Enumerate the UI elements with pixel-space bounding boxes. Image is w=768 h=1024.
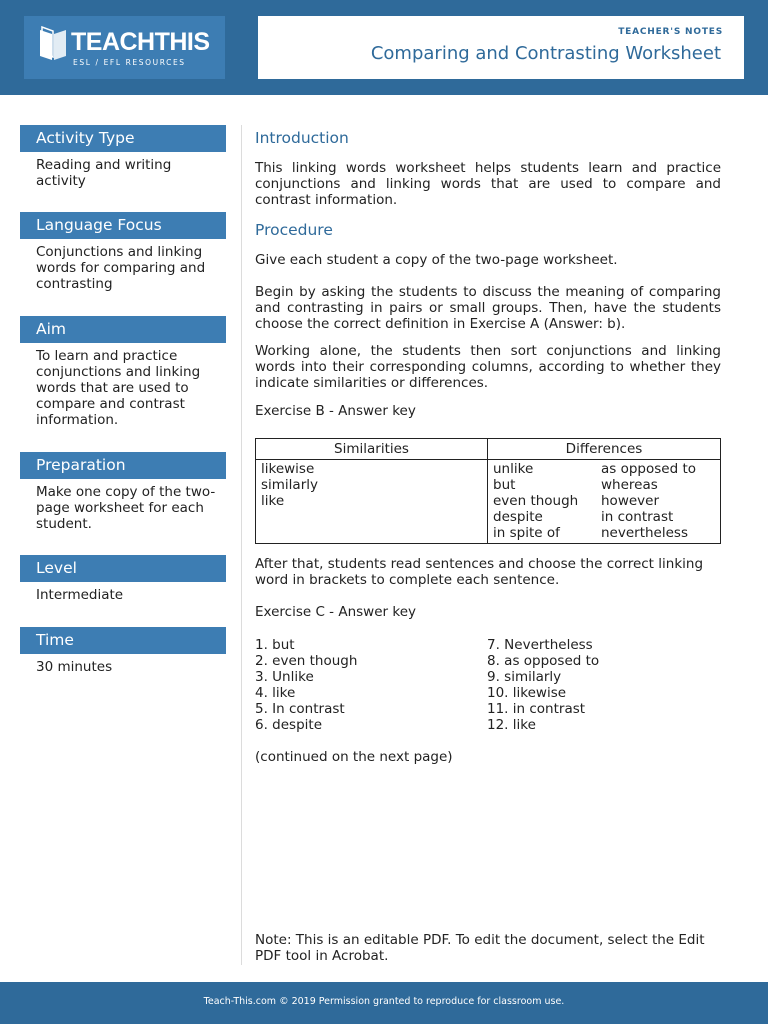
aim-heading: Aim <box>20 316 226 343</box>
answer-item: 12. like <box>487 717 536 733</box>
answers-right-column <box>487 637 599 733</box>
introduction-heading: Introduction <box>255 129 349 147</box>
answer-item: 9. similarly <box>487 669 562 685</box>
aim-value: To learn and practice conjunctions and linking words that are used to compare and contrast information. <box>36 348 201 428</box>
difference-word: despite <box>493 509 543 525</box>
answer-item: 3. Unlike <box>255 669 314 685</box>
book-logo-icon <box>36 26 70 64</box>
exercise-c-label: Exercise C - Answer key <box>255 604 416 620</box>
time-section <box>20 627 226 675</box>
teachthis-logo[interactable] <box>24 16 225 79</box>
column-divider <box>241 125 242 965</box>
page-footer <box>0 982 768 1024</box>
difference-word: even though <box>493 493 579 509</box>
differences-header: Differences <box>488 439 721 460</box>
difference-word: however <box>601 493 660 509</box>
answer-item: 8. as opposed to <box>487 653 600 669</box>
activity-type-heading: Activity Type <box>20 125 226 152</box>
similarities-cell <box>256 460 488 544</box>
difference-word: in contrast <box>601 509 674 525</box>
answer-item: 1. but <box>255 637 295 653</box>
logo-text: TEACHTHIS <box>71 28 210 56</box>
level-value: Intermediate <box>36 587 124 603</box>
answer-item: 4. like <box>255 685 296 701</box>
difference-word: unlike <box>493 461 534 477</box>
procedure-step-3: Working alone, the students then sort conjunctions and linking words into their corresponding columns, according to whether they indicate similarities or differences. <box>255 343 721 391</box>
title-box <box>258 16 744 79</box>
answer-item: 2. even though <box>255 653 358 669</box>
preparation-section <box>20 452 226 532</box>
difference-word: in spite of <box>493 525 560 541</box>
similarity-word: likewise <box>261 461 315 477</box>
logo-subtitle: ESL / EFL RESOURCES <box>73 58 186 67</box>
level-section <box>20 555 226 603</box>
answer-item: 7. Nevertheless <box>487 637 593 653</box>
level-heading: Level <box>20 555 226 582</box>
similarity-word: like <box>261 493 285 509</box>
preparation-value: Make one copy of the two-page worksheet for each student. <box>36 484 216 532</box>
similarity-word: similarly <box>261 477 318 493</box>
aim-section <box>20 316 226 428</box>
activity-type-value: Reading and writing activity <box>36 157 172 189</box>
time-value: 30 minutes <box>36 659 113 675</box>
language-focus-section <box>20 212 226 292</box>
answer-item: 6. despite <box>255 717 322 733</box>
procedure-step-2: Begin by asking the students to discuss the meaning of comparing and contrasting in pairs or small groups. Then, have the students choose the correct definition in Exercise A (Answer: b). <box>255 284 721 332</box>
similarities-header: Similarities <box>256 439 488 460</box>
activity-type-section <box>20 125 226 189</box>
introduction-text: This linking words worksheet helps students learn and practice conjunctions and linking words that are used to compare and contrast information. <box>255 160 721 208</box>
procedure-step-4: After that, students read sentences and choose the correct linking word in brackets to complete each sentence. <box>255 556 704 588</box>
language-focus-value: Conjunctions and linking words for comparing and contrasting <box>36 244 206 292</box>
differences-cell <box>488 460 721 544</box>
preparation-heading: Preparation <box>20 452 226 479</box>
teachers-notes-label: TEACHER'S NOTES <box>618 27 723 37</box>
procedure-step-1: Give each student a copy of the two-page worksheet. <box>255 252 618 268</box>
language-focus-heading: Language Focus <box>20 212 226 239</box>
page-title: Comparing and Contrasting Worksheet <box>370 43 721 64</box>
difference-word: but <box>493 477 516 493</box>
answer-item: 5. In contrast <box>255 701 345 717</box>
answer-item: 10. likewise <box>487 685 567 701</box>
exercise-b-answer-table <box>255 438 721 544</box>
answers-left-column <box>255 637 357 733</box>
continued-note: (continued on the next page) <box>255 749 453 765</box>
difference-word: whereas <box>601 477 658 493</box>
exercise-b-label: Exercise B - Answer key <box>255 403 416 419</box>
difference-word: as opposed to <box>601 461 697 477</box>
time-heading: Time <box>20 627 226 654</box>
answer-item: 11. in contrast <box>487 701 586 717</box>
editable-pdf-note: Note: This is an editable PDF. To edit the document, select the Edit PDF tool in Acrobat. <box>255 932 705 964</box>
procedure-heading: Procedure <box>255 221 333 239</box>
page-header <box>0 0 768 95</box>
copyright-text: Teach-This.com © 2019 Permission granted to reproduce for classroom use. <box>203 996 565 1007</box>
difference-word: nevertheless <box>601 525 688 541</box>
